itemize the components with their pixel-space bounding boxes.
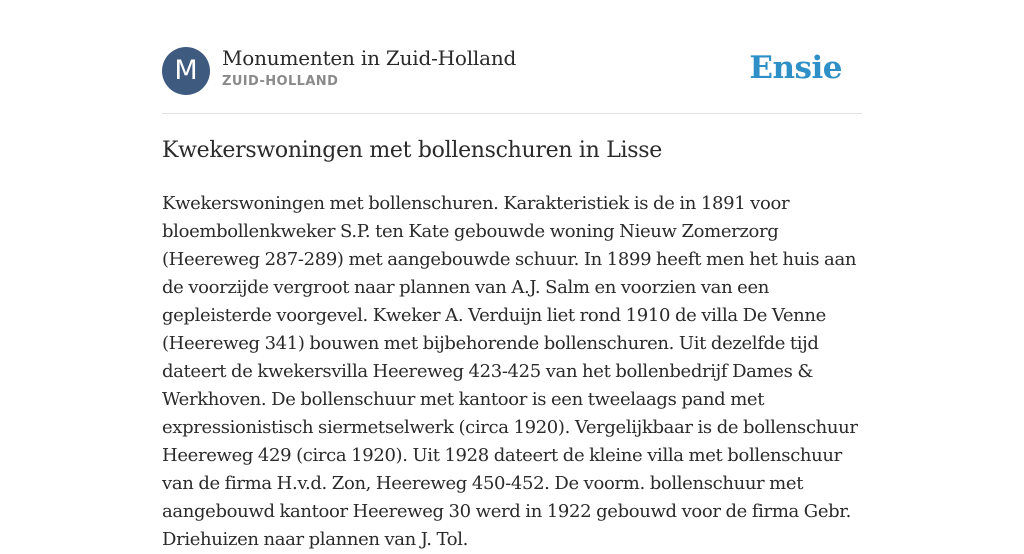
channel-title[interactable]: Monumenten in Zuid-Holland (222, 46, 517, 70)
channel-subtitle: ZUID-HOLLAND (222, 74, 339, 89)
channel-header (162, 46, 862, 96)
header-divider (162, 113, 862, 114)
avatar[interactable]: M (162, 47, 210, 95)
article-title: Kwekerswoningen met bollenschuren in Lisse (162, 138, 662, 163)
brand-logo[interactable]: Ensie (749, 50, 842, 86)
article-body: Kwekerswoningen met bollenschuren. Karakteristiek is de in 1891 voor bloembollenkweker S.P. ten Kate gebouwde woning Nieuw Zomerzorg (Heereweg 287-289) met aangebouwde schuur. In 1899 heeft men het huis aan de voorzijde vergroot naar plannen van A.J. Salm en voorzien van een gepleisterde voorgevel. Kweker A. Verduijn liet rond 1910 de villa De Venne (Heereweg 341) bouwen met bijbehorende bollenschuren. Uit dezelfde tijd dateert de kwekersvilla Heereweg 423-425 van het bollenbedrijf Dames & Werkhoven. De bollenschuur met kantoor is een tweelaags pand met expressionistisch siermetselwerk (circa 1920). Vergelijkbaar is de bollenschuur Heereweg 429 (circa 1920). Uit 1928 dateert de kleine villa met bollenschuur van de firma H.v.d. Zon, Heereweg 450-452. De voorm. bollenschuur met aangebouwd kantoor Heereweg 30 werd in 1922 gebouwd voor de firma Gebr. Driehuizen naar plannen van J. Tol. (162, 193, 858, 550)
